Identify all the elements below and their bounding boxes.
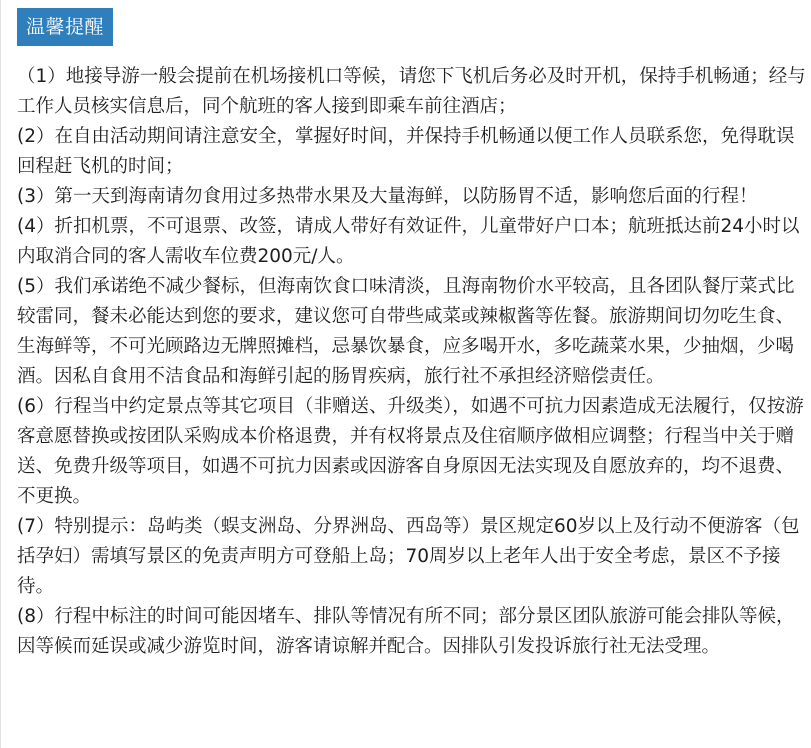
notice-item-8: (8）行程中标注的时间可能因堵车、排队等情况有所不同；部分景区团队旅游可能会排队等候，因等候而延误或减少游览时间，游客请谅解并配合。因排队引发投诉旅行社无法受理。 [17, 606, 795, 657]
notice-item-4: (4）折扣机票，不可退票、改签，请成人带好有效证件，儿童带好户口本；航班抵达前24小时以内取消合同的客人需收车位费200元/人。 [17, 216, 800, 267]
notice-item-2: (2）在自由活动期间请注意安全，掌握好时间，并保持手机畅通以便工作人员联系您，免得耽误回程赶飞机的时间； [17, 126, 795, 177]
notice-title-tab [17, 8, 113, 46]
notice-item-6: (6）行程当中约定景点等其它项目（非赠送、升级类），如遇不可抗力因素造成无法履行，仅按游客意愿替换或按团队采购成本价格退费，并有权将景点及住宿顺序做相应调整；行程当中关于赠送、免费升级等项目，如遇不可抗力因素或因游客自身原因无法实现及自愿放弃的，均不退费、不更换。 [17, 396, 804, 507]
notice-title: 温馨提醒 [26, 16, 105, 38]
notice-content [17, 62, 810, 662]
notice-item-3: (3）第一天到海南请勿食用过多热带水果及大量海鲜，以防肠胃不适，影响您后面的行程！ [17, 186, 758, 207]
notice-item-1: （1）地接导游一般会提前在机场接机口等候，请您下飞机后务必及时开机，保持手机畅通；经与工作人员核实信息后，同个航班的客人接到即乘车前往酒店； [17, 66, 806, 117]
notice-item-5: (5）我们承诺绝不减少餐标，但海南饮食口味清淡，且海南物价水平较高，且各团队餐厅菜式比较雷同，餐未必能达到您的要求，建议您可自带些咸菜或辣椒酱等佐餐。旅游期间切勿吃生食、生海鲜等，不可光顾路边无牌照摊档，忌暴饮暴食，应多喝开水，多吃蔬菜水果，少抽烟，少喝酒。因私自食用不洁食品和海鲜引起的肠胃疾病，旅行社不承担经济赔偿责任。 [17, 276, 795, 387]
notice-item-7: (7）特别提示：岛屿类（蜈支洲岛、分界洲岛、西岛等）景区规定60岁以上及行动不便游客（包括孕妇）需填写景区的免责声明方可登船上岛；70周岁以上老年人出于安全考虑，景区不予接待。 [17, 516, 800, 597]
